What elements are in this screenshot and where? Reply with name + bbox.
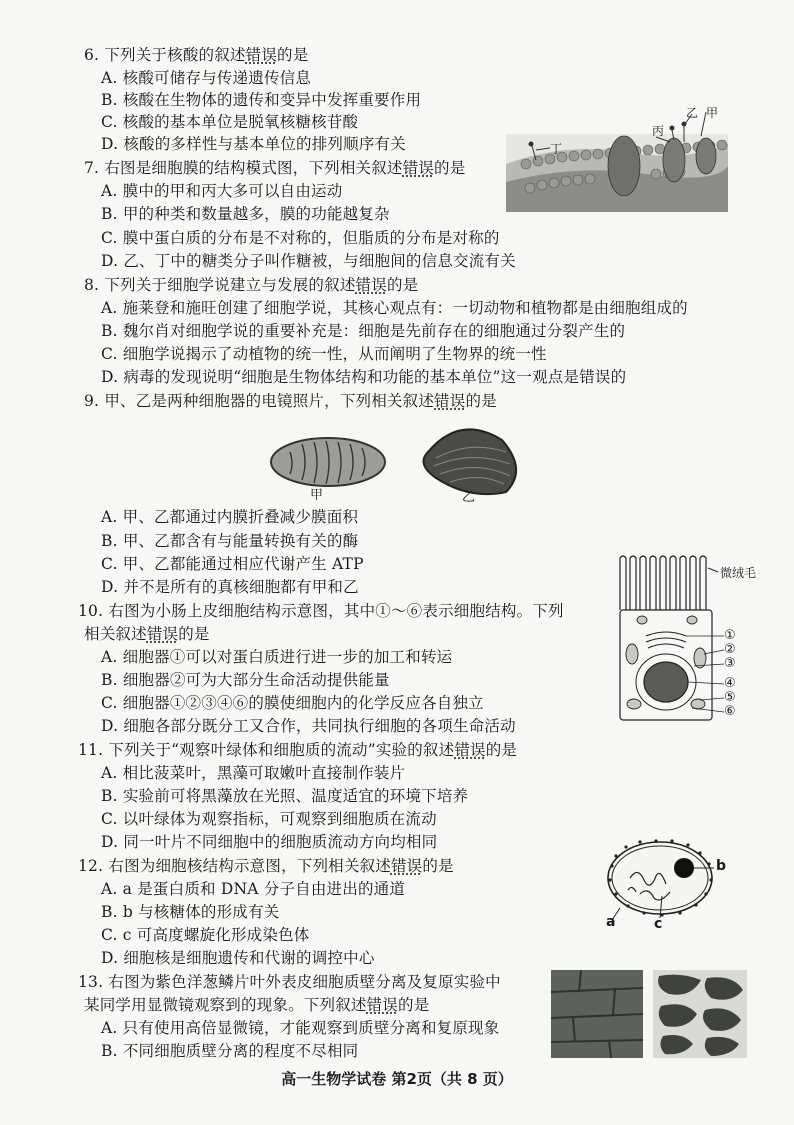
q9-stem: 9. 甲、乙是两种细胞器的电镜照片，下列相关叙述错误的是	[84, 392, 497, 410]
label-structure-2: ②	[724, 642, 736, 657]
nucleus-figure	[600, 828, 730, 932]
label-bing: 丙	[652, 124, 665, 138]
q13-stem-line2: 某同学用显微镜观察到的现象。下列叙述错误的是	[84, 996, 430, 1014]
label-structure-5: ⑤	[724, 690, 736, 705]
label-structure-3: ③	[724, 656, 736, 671]
organelle-micrographs	[270, 420, 530, 505]
q13-option-b: B. 不同细胞质壁分离的程度不尽相同	[101, 1042, 359, 1060]
q8-stem: 8. 下列关于细胞学说建立与发展的叙述错误的是	[84, 276, 419, 294]
q12-option-d: D. 细胞核是细胞遗传和代谢的调控中心	[101, 949, 375, 967]
q11-option-b: B. 实验前可将黑藻放在光照、温度适宜的环境下培养	[101, 787, 469, 805]
q6-option-a: A. 核酸可储存与传递遗传信息	[101, 69, 312, 87]
q11-option-d: D. 同一叶片不同细胞中的细胞质流动方向均相同	[101, 833, 438, 851]
q9-option-b: B. 甲、乙都含有与能量转换有关的酶	[101, 532, 359, 550]
label-structure-1: ①	[724, 628, 736, 643]
q6-option-b: B. 核酸在生物体的遗传和变异中发挥重要作用	[101, 91, 422, 109]
q7-option-d: D. 乙、丁中的糖类分子叫作糖被，与细胞间的信息交流有关	[101, 252, 516, 270]
q7-stem: 7. 右图是细胞膜的结构模式图，下列相关叙述错误的是	[84, 159, 466, 177]
label-nucleus-c: c	[654, 916, 663, 932]
q8-option-c: C. 细胞学说揭示了动植物的统一性，从而阐明了生物界的统一性	[101, 345, 547, 363]
q9-option-c: C. 甲、乙都能通过相应代谢产生 ATP	[101, 555, 364, 573]
q11-stem: 11. 下列关于“观察叶绿体和细胞质的流动”实验的叙述错误的是	[78, 741, 518, 759]
q6-option-d: D. 核酸的多样性与基本单位的排列顺序有关	[101, 135, 406, 153]
q9-option-d: D. 并不是所有的真核细胞都有甲和乙	[101, 578, 359, 596]
q10-option-d: D. 细胞各部分既分工又合作，共同执行细胞的各项生命活动	[101, 717, 516, 735]
q7-option-b: B. 甲的种类和数量越多，膜的功能越复杂	[101, 205, 390, 223]
q8-option-a: A. 施莱登和施旺创建了细胞学说，其核心观点有：一切动物和植物都是由细胞组成的	[101, 299, 688, 317]
q11-option-a: A. 相比菠菜叶，黑藻可取嫩叶直接制作装片	[101, 764, 406, 782]
plasmolysis-micrographs	[551, 970, 747, 1058]
q13-stem: 13. 右图为紫色洋葱鳞片叶外表皮细胞质壁分离及复原实验中	[78, 973, 501, 991]
q11-option-c: C. 以叶绿体为观察指标，可观察到细胞质在流动	[101, 810, 437, 828]
q10-stem-line2: 相关叙述错误的是	[84, 625, 210, 643]
label-organelle-yi: 乙	[462, 490, 476, 505]
q8-option-b: B. 魏尔肖对细胞学说的重要补充是：细胞是先前存在的细胞通过分裂产生的	[101, 322, 626, 340]
q10-option-c: C. 细胞器①②③④⑥的膜使细胞内的化学反应各自独立	[101, 694, 484, 712]
label-microvilli: 微绒毛	[720, 566, 757, 580]
intestinal-cell-figure	[612, 554, 792, 724]
q7-option-c: C. 膜中蛋白质的分布是不对称的，但脂质的分布是对称的	[101, 229, 500, 247]
label-jia: 甲	[706, 106, 719, 120]
q10-option-a: A. 细胞器①可以对蛋白质进行进一步的加工和转运	[101, 648, 453, 666]
q13-option-a: A. 只有使用高倍显微镜，才能观察到质壁分离和复原现象	[101, 1019, 500, 1037]
label-organelle-jia: 甲	[310, 488, 324, 503]
label-structure-4: ④	[724, 676, 736, 691]
q8-option-d: D. 病毒的发现说明“细胞是生物体结构和功能的基本单位”这一观点是错误的	[101, 368, 627, 386]
page-footer: 高一生物学试卷 第2页（共 8 页）	[281, 1070, 513, 1088]
q10-option-b: B. 细胞器②可为大部分生命活动提供能量	[101, 671, 390, 689]
q12-option-a: A. a 是蛋白质和 DNA 分子自由进出的通道	[101, 880, 406, 898]
label-nucleus-b: b	[716, 858, 727, 874]
q12-option-c: C. c 可高度螺旋化形成染色体	[101, 926, 310, 944]
q12-option-b: B. b 与核糖体的形成有关	[101, 903, 280, 921]
q6-option-c: C. 核酸的基本单位是脱氧核糖核苷酸	[101, 113, 359, 131]
label-ding: 丁	[550, 142, 563, 156]
q7-option-a: A. 膜中的甲和丙大多可以自由运动	[101, 182, 343, 200]
label-yi: 乙	[686, 106, 699, 120]
q10-stem: 10. 右图为小肠上皮细胞结构示意图，其中①～⑥表示细胞结构。下列	[78, 602, 564, 620]
label-structure-6: ⑥	[724, 704, 736, 719]
q6-stem: 6. 下列关于核酸的叙述错误的是	[84, 46, 309, 64]
label-nucleus-a: a	[606, 914, 616, 930]
q12-stem: 12. 右图为细胞核结构示意图，下列相关叙述错误的是	[78, 857, 454, 875]
cell-membrane-figure	[506, 104, 728, 212]
q9-option-a: A. 甲、乙都通过内膜折叠减少膜面积	[101, 508, 359, 526]
